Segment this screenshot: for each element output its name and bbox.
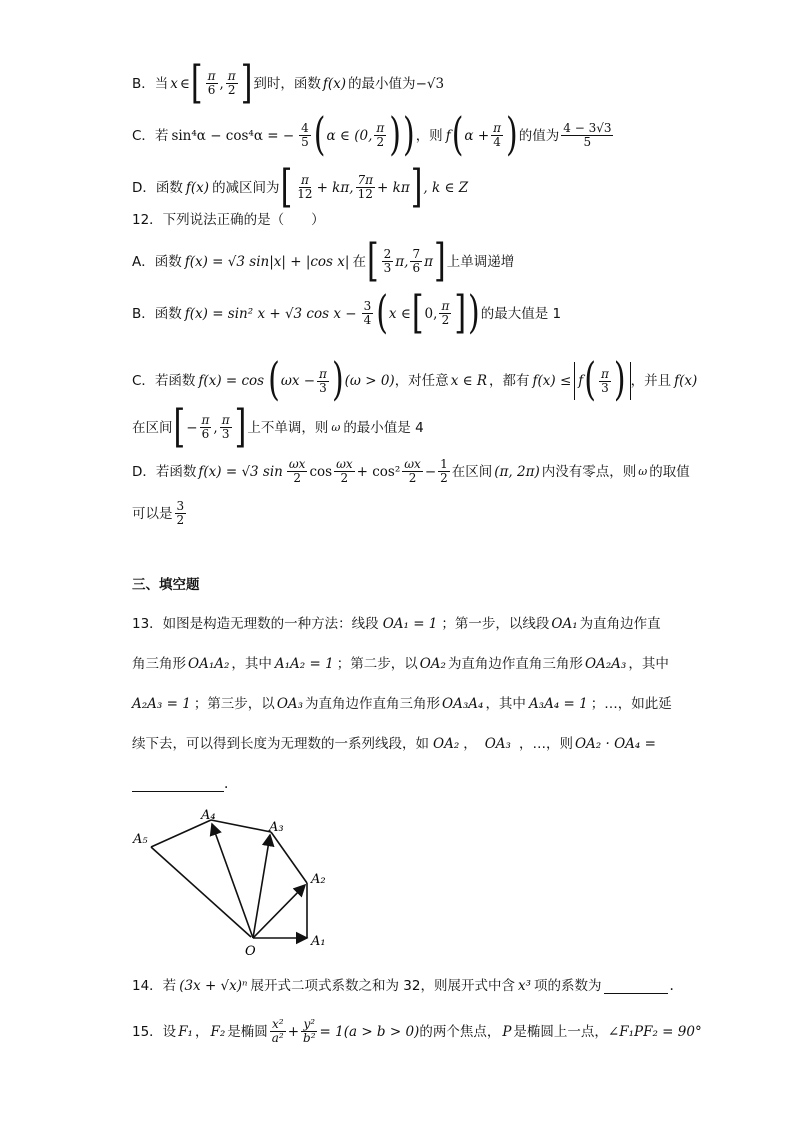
math: f(x) (185, 179, 210, 196)
text: 上单调递增 (446, 253, 515, 270)
text: 展开式二项式系数之和为 32，则展开式中含 (250, 978, 515, 994)
option-12b: B． 函数 f(x) = sin² x + √3 cos x − $\frac{3}{4}$ ( x ∈ [ 0, $\frac{\pi}{2}$ ] ) 的最大值是 1 (132, 286, 562, 339)
text: 为直角边作直 (579, 616, 661, 632)
text: 是椭圆 (227, 1023, 268, 1040)
question-13-line3 (132, 694, 754, 714)
text: ；第二步，以 (336, 656, 418, 672)
math: OA₂ (419, 656, 446, 672)
fraction: $\frac{2}{3}$ (383, 247, 392, 275)
text: 函数 (154, 305, 182, 322)
question-12 (132, 210, 754, 230)
fraction: $\frac{\pi}{2}$ (376, 121, 385, 149)
math: + kπ (377, 179, 410, 196)
math: ∠F₁PF₂ = 90° (607, 1023, 702, 1040)
fraction: $\frac{\pi}{4}$ (493, 121, 502, 149)
math: f(x) = cos (198, 373, 265, 389)
math: = 1(a > b > 0) (319, 1023, 420, 1040)
text: ，其中 (628, 656, 669, 672)
text: ；…，如此延 (590, 696, 672, 712)
label-a4: A₄ (201, 808, 216, 823)
fraction: $\frac{3}{4}$ (363, 299, 372, 327)
math: OA₂A₃ (584, 656, 627, 672)
segment-a4a5 (151, 820, 211, 847)
text: 的减区间为 (212, 179, 280, 196)
text: 函数 (154, 253, 182, 270)
text: 在 (352, 253, 366, 270)
option-12d-cont (132, 500, 754, 527)
math: A₁A₂ = 1 (274, 656, 334, 672)
fraction: $\frac{4 - 3√3}{5}$ (563, 121, 612, 149)
math: α + (464, 127, 490, 144)
label-a2: A₂ (311, 872, 326, 887)
text: 的取值 (649, 463, 690, 480)
math: (3x + √x)ⁿ (179, 978, 248, 994)
math: ω (638, 464, 648, 478)
fraction: $\frac{\omega x}{2}$ (404, 457, 421, 485)
absolute-value: f ( $\frac{\pi}{3}$ ) (574, 362, 630, 400)
question-13-answer (132, 774, 754, 794)
text: ，其中 (231, 656, 272, 672)
math: ω (331, 420, 341, 434)
answer-blank[interactable] (604, 979, 668, 994)
text: 角三角形 (132, 656, 186, 672)
question-15 (132, 1018, 754, 1045)
label-a3: A₃ (269, 820, 284, 835)
section-heading (132, 575, 754, 595)
label-a5: A₅ (133, 832, 148, 847)
option-12c: C． 若函数 f(x) = cos ( ωx − $\frac{\pi}{3}$ ) (ω > 0) ，对任意 x ∈ R ，都有 f(x) ≤ f ( $\frac{\pi}{3}$ ) ，并且 f(x) (132, 354, 698, 407)
math: A₂A₃ = 1 (132, 696, 191, 712)
text: ， (463, 736, 477, 752)
text: 为直角边作直角三角形 (305, 696, 441, 712)
math: OA₃ (276, 696, 304, 712)
math: OA₃ (484, 736, 511, 752)
option-label: A． (132, 253, 155, 270)
math: OA₁A₂ (188, 656, 230, 672)
text: 到时，函数 (253, 75, 321, 92)
option-12a: A． 函数 f(x) = √3 sin|x| + |cos x| 在 [ $\frac{2}{3}$ π, $\frac{7}{6}$ π ] 上单调递增 (132, 234, 515, 287)
text: 若 (154, 127, 169, 144)
text: 是椭圆上一点， (513, 1023, 608, 1040)
text: 的最小值是 4 (343, 419, 424, 436)
text: 内没有零点，则 (541, 463, 637, 480)
math: x³ (518, 978, 532, 994)
math: − (424, 463, 437, 480)
text: ，都有 (489, 373, 530, 389)
math: f(x) = sin² x + √3 cos x − (184, 305, 357, 322)
option-label: D． (132, 179, 156, 196)
math: OA₂ · OA₄ = (574, 736, 656, 752)
text: ；第三步，以 (193, 696, 275, 712)
math: (π, 2π) (494, 463, 540, 480)
math: x ∈ (388, 305, 411, 322)
fraction: $\frac{\text{y²}}{\text{b²}}$ (303, 1017, 316, 1045)
math: cos (309, 463, 333, 480)
math: , k ∈ Z (423, 179, 469, 196)
math: α ∈ (0, (326, 127, 373, 144)
text: 续下去，可以得到长度为无理数的一系列线段，如 (132, 736, 429, 752)
text: ，其中 (485, 696, 526, 712)
math: π (424, 253, 433, 270)
label-a1: A₁ (311, 934, 326, 949)
option-label: C． (132, 373, 155, 389)
math: P (502, 1023, 512, 1040)
option-label: D． (132, 463, 156, 480)
text: 若函数 (154, 373, 196, 389)
fraction: $\frac{\pi}{6}$ (207, 69, 216, 97)
option-11b: B． 当 x ∈ [ $\frac{\pi}{6}$ , $\frac{\pi}{2}$ ] 到时，函数 f(x) 的最小值为 −√3 (132, 56, 445, 109)
text: 的最大值是 1 (480, 305, 562, 322)
text: ，对任意 (394, 373, 449, 389)
math: + kπ, (316, 179, 354, 196)
option-12d (132, 458, 754, 485)
math: x ∈ R (450, 373, 488, 389)
fraction: $\frac{7\pi}{12}$ (357, 173, 374, 201)
question-text: 12．下列说法正确的是（ ） (132, 212, 325, 228)
text: ，并且 (630, 373, 672, 389)
fraction: $\frac{7}{6}$ (412, 247, 421, 275)
question-14 (132, 976, 754, 996)
segment-a2a3 (271, 832, 307, 883)
text: . (669, 978, 674, 994)
text: 可以是 (132, 505, 173, 522)
math: f(x) (322, 75, 347, 92)
option-label: C． (132, 127, 155, 144)
text: ，则 (415, 127, 443, 144)
text: 函数 (155, 179, 183, 196)
text: 若函数 (155, 463, 197, 480)
text: ， (194, 1023, 209, 1040)
math: 0, (424, 305, 438, 322)
text: 项的系数为 (534, 978, 602, 994)
math: F₂ (210, 1023, 226, 1040)
fraction: $\frac{\text{x²}}{\text{a²}}$ (271, 1017, 284, 1045)
math: A₃A₄ = 1 (528, 696, 588, 712)
math: f(x) (674, 373, 698, 389)
label-o: O (245, 944, 256, 959)
math: (ω > 0) (344, 373, 395, 389)
math: OA₁ (551, 616, 578, 632)
fraction: $\frac{\pi}{12}$ (297, 173, 313, 201)
math: sin⁴α − cos⁴α = − (171, 127, 295, 144)
fraction: $\frac{\pi}{3}$ (319, 366, 327, 395)
text: ，…，则 (518, 736, 573, 752)
math: x (170, 75, 178, 92)
math: f(x) = √3 sin|x| + |cos x| (184, 253, 350, 270)
text: 的值为 (518, 127, 560, 144)
math: π, (395, 253, 409, 270)
text: 在区间 (132, 419, 173, 436)
math: f(x) = √3 sin (198, 463, 283, 480)
question-13-line1 (132, 614, 754, 634)
question-13-line4 (132, 734, 754, 754)
math: F₁ (178, 1023, 193, 1040)
text: 在区间 (451, 463, 493, 480)
math: ∈ (179, 75, 190, 92)
math: − (186, 419, 198, 436)
triangle-spiral-figure (125, 805, 345, 960)
fraction: $\frac{\omega x}{2}$ (336, 457, 353, 485)
fraction: $\frac{\pi}{3}$ (221, 413, 230, 441)
text: . (224, 776, 229, 792)
fraction: $\frac{4}{5}$ (301, 121, 309, 149)
text: ；第一步，以线段 (441, 616, 550, 632)
text: 的最小值为 (348, 75, 416, 92)
text: 为直角边作直角三角形 (447, 656, 583, 672)
option-label: B． (132, 75, 155, 92)
fraction: $\frac{\pi}{2}$ (227, 69, 236, 97)
segment-a3a4 (211, 820, 271, 832)
math: OA₂ (433, 736, 460, 752)
text: 当 (154, 75, 169, 92)
math: f (445, 127, 451, 144)
math: −√3 (415, 75, 445, 92)
text: 14．若 (132, 978, 177, 994)
answer-blank[interactable] (132, 777, 224, 792)
option-12c-cont: 在区间 [ − $\frac{\pi}{6}$ , $\frac{\pi}{3}$ ] 上不单调，则 ω 的最小值是 4 (132, 400, 424, 453)
option-label: B． (132, 305, 155, 322)
fraction: $\frac{\pi}{2}$ (441, 299, 450, 327)
math: OA₁ = 1 (382, 616, 438, 632)
text: 15．设 (132, 1023, 177, 1040)
math: f(x) ≤ (532, 373, 572, 389)
fraction: $\frac{1}{2}$ (440, 457, 448, 485)
option-11c: C． 若 sin⁴α − cos⁴α = − $\frac{4}{5}$ ( α ∈ (0, $\frac{\pi}{2}$ ) ) ，则 f ( α + $\frac{\pi}{4}$ ) 的值为 $\frac{4 - 3√3}{5}$ (132, 108, 612, 161)
option-11d: D． 函数 f(x) 的减区间为 [ $\frac{\pi}{12}$ + kπ, $\frac{7\pi}{12}$ + kπ ] , k ∈ Z (132, 160, 469, 213)
math: ωx − (280, 373, 316, 389)
math: OA₃A₄ (442, 696, 484, 712)
fraction: $\frac{\omega x}{2}$ (288, 457, 306, 485)
text: 的两个焦点， (419, 1023, 501, 1040)
math: + cos² (356, 463, 401, 480)
text: 上不单调，则 (247, 419, 329, 436)
math: + (287, 1023, 300, 1040)
section-title: 三、填空题 (132, 577, 200, 593)
fraction: $\frac{3}{2}$ (176, 499, 185, 527)
question-13-line2 (132, 654, 754, 674)
text: 13．如图是构造无理数的一种方法：线段 (132, 616, 379, 632)
fraction: $\frac{\pi}{6}$ (201, 413, 210, 441)
